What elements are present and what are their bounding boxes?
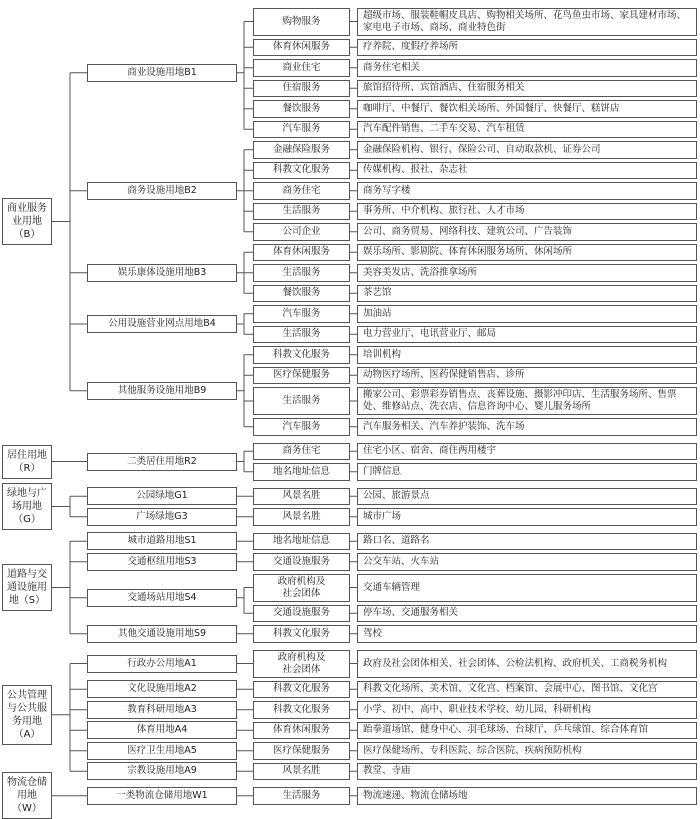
subcategory-box: 其他服务设施用地B9 bbox=[87, 382, 237, 400]
subcategory-box: 广场绿地G3 bbox=[87, 508, 237, 526]
detail-box: 医疗保健场所、专科医院、综合医院、疾病预防机构 bbox=[357, 742, 697, 760]
function-box: 科教文化服务 bbox=[253, 346, 350, 364]
function-box: 风景名胜 bbox=[253, 508, 350, 526]
detail-box: 动物医疗场所、医药保健销售店、诊所 bbox=[357, 367, 697, 385]
subcategory-box: 一类物流仓储用地W1 bbox=[87, 787, 237, 805]
function-box: 商务住宅 bbox=[253, 182, 350, 200]
function-box: 生活服务 bbox=[253, 326, 350, 344]
subcategory-box: 医疗卫生用地A5 bbox=[87, 742, 237, 760]
category-box: 道路与交 通设施用 地（S） bbox=[2, 564, 52, 611]
detail-box: 疗养院、度假疗养场所 bbox=[357, 39, 697, 57]
function-box: 政府机构及 社会团体 bbox=[253, 574, 350, 602]
function-box: 风景名胜 bbox=[253, 763, 350, 781]
detail-box: 门牌信息 bbox=[357, 463, 697, 481]
detail-box: 公园、旅游景点 bbox=[357, 488, 697, 506]
function-box: 地名地址信息 bbox=[253, 463, 350, 481]
detail-box: 超级市场、服装鞋帽皮具店、购物相关场所、花鸟鱼虫市场、家具建材市场、家电电子市场、商场、商业特色街 bbox=[357, 8, 697, 36]
subcategory-box: 公园绿地G1 bbox=[87, 487, 237, 505]
detail-box: 搬家公司、彩票彩券销售点、丧葬设施、摄影冲印店、生活服务场所、售票处、维修站点、洗衣店、信息咨询中心、婴儿服务场所 bbox=[357, 387, 697, 415]
subcategory-box: 商业设施用地B1 bbox=[87, 64, 237, 82]
detail-box: 茶艺馆 bbox=[357, 285, 697, 303]
subcategory-box: 交通场站用地S4 bbox=[87, 589, 237, 607]
detail-box: 公司、商务贸易、网络科技、建筑公司、广告装饰 bbox=[357, 223, 697, 241]
subcategory-box: 娱乐康体设施用地B3 bbox=[87, 264, 237, 282]
subcategory-box: 其他交通设施用地S9 bbox=[87, 625, 237, 643]
subcategory-box: 商务设施用地B2 bbox=[87, 182, 237, 200]
subcategory-box: 公用设施营业网点用地B4 bbox=[87, 315, 237, 333]
detail-box: 科教文化场所、美术馆、文化宫、档案馆、会展中心、图书馆、文化宫 bbox=[357, 681, 697, 699]
category-box: 公共管理 与公共服 务用地 （A） bbox=[2, 685, 52, 745]
detail-box: 路口名、道路名 bbox=[357, 533, 697, 551]
detail-box: 传媒机构、报社、杂志社 bbox=[357, 162, 697, 180]
function-box: 生活服务 bbox=[253, 387, 350, 415]
detail-box: 物流速递、物流仓储场地 bbox=[357, 787, 697, 805]
detail-box: 咖啡厅、中餐厅、餐饮相关场所、外国餐厅、快餐厅、糕饼店 bbox=[357, 100, 697, 118]
subcategory-box: 行政办公用地A1 bbox=[87, 655, 237, 673]
detail-box: 汽车服务相关、汽车养护装饰、洗车场 bbox=[357, 418, 697, 436]
function-box: 风景名胜 bbox=[253, 488, 350, 506]
function-box: 科教文化服务 bbox=[253, 625, 350, 643]
function-box: 商务住宅 bbox=[253, 443, 350, 461]
function-box: 体育休闲服务 bbox=[253, 722, 350, 740]
detail-box: 电力营业厅、电讯营业厅、邮局 bbox=[357, 326, 697, 344]
function-box: 交通设施服务 bbox=[253, 553, 350, 571]
subcategory-box: 宗教设施用地A9 bbox=[87, 762, 237, 780]
detail-box: 加油站 bbox=[357, 305, 697, 323]
function-box: 商业住宅 bbox=[253, 59, 350, 77]
detail-box: 教堂、寺庙 bbox=[357, 763, 697, 781]
category-box: 物流仓储 用地 （W） bbox=[2, 772, 52, 819]
subcategory-box: 二类居住用地R2 bbox=[87, 453, 237, 471]
detail-box: 事务所、中介机构、旅行社、人才市场 bbox=[357, 203, 697, 221]
function-box: 医疗保健服务 bbox=[253, 367, 350, 385]
detail-box: 住宅小区、宿舍、商住两用楼宇 bbox=[357, 443, 697, 461]
detail-box: 金融保险机构、银行、保险公司、自动取款机、证券公司 bbox=[357, 141, 697, 159]
detail-box: 跆拳道场馆、健身中心、羽毛球场、台球厅、乒乓球馆、综合体育馆 bbox=[357, 722, 697, 740]
subcategory-box: 体育用地A4 bbox=[87, 721, 237, 739]
function-box: 生活服务 bbox=[253, 203, 350, 221]
function-box: 科教文化服务 bbox=[253, 681, 350, 699]
category-box: 绿地与广 场用地 （G） bbox=[2, 483, 52, 530]
function-box: 交通设施服务 bbox=[253, 605, 350, 623]
function-box: 生活服务 bbox=[253, 264, 350, 282]
function-box: 购物服务 bbox=[253, 8, 350, 36]
function-box: 汽车服务 bbox=[253, 418, 350, 436]
function-box: 科教文化服务 bbox=[253, 162, 350, 180]
subcategory-box: 教育科研用地A3 bbox=[87, 701, 237, 719]
detail-box: 停车场、交通服务相关 bbox=[357, 605, 697, 623]
subcategory-box: 城市道路用地S1 bbox=[87, 532, 237, 550]
detail-box: 培训机构 bbox=[357, 346, 697, 364]
function-box: 地名地址信息 bbox=[253, 533, 350, 551]
function-box: 体育休闲服务 bbox=[253, 39, 350, 57]
detail-box: 政府及社会团体相关、社会团体、公检法机构、政府机关、工商税务机构 bbox=[357, 650, 697, 678]
detail-box: 商务写字楼 bbox=[357, 182, 697, 200]
detail-box: 交通车辆管理 bbox=[357, 574, 697, 602]
function-box: 住宿服务 bbox=[253, 80, 350, 98]
detail-box: 小学、初中、高中、职业技术学校、幼儿园、科研机构 bbox=[357, 701, 697, 719]
subcategory-box: 交通枢纽用地S3 bbox=[87, 553, 237, 571]
function-box: 公司企业 bbox=[253, 223, 350, 241]
detail-box: 商务住宅相关 bbox=[357, 59, 697, 77]
detail-box: 城市广场 bbox=[357, 508, 697, 526]
category-box: 居住用地 （R） bbox=[2, 445, 52, 479]
detail-box: 驾校 bbox=[357, 625, 697, 643]
function-box: 政府机构及 社会团体 bbox=[253, 650, 350, 678]
detail-box: 旅馆招待所、宾馆酒店、住宿服务相关 bbox=[357, 80, 697, 98]
function-box: 汽车服务 bbox=[253, 121, 350, 139]
function-box: 餐饮服务 bbox=[253, 100, 350, 118]
function-box: 体育休闲服务 bbox=[253, 244, 350, 262]
category-box: 商业服务 业用地 （B） bbox=[2, 198, 52, 245]
detail-box: 公交车站、火车站 bbox=[357, 553, 697, 571]
subcategory-box: 文化设施用地A2 bbox=[87, 680, 237, 698]
function-box: 生活服务 bbox=[253, 787, 350, 805]
function-box: 金融保险服务 bbox=[253, 141, 350, 159]
function-box: 餐饮服务 bbox=[253, 285, 350, 303]
detail-box: 美容美发店、洗浴推拿场所 bbox=[357, 264, 697, 282]
detail-box: 娱乐场所、影剧院、体育休闲服务场所、休闲场所 bbox=[357, 244, 697, 262]
function-box: 科教文化服务 bbox=[253, 701, 350, 719]
function-box: 汽车服务 bbox=[253, 305, 350, 323]
detail-box: 汽车配件销售、二手车交易、汽车租赁 bbox=[357, 121, 697, 139]
function-box: 医疗保健服务 bbox=[253, 742, 350, 760]
